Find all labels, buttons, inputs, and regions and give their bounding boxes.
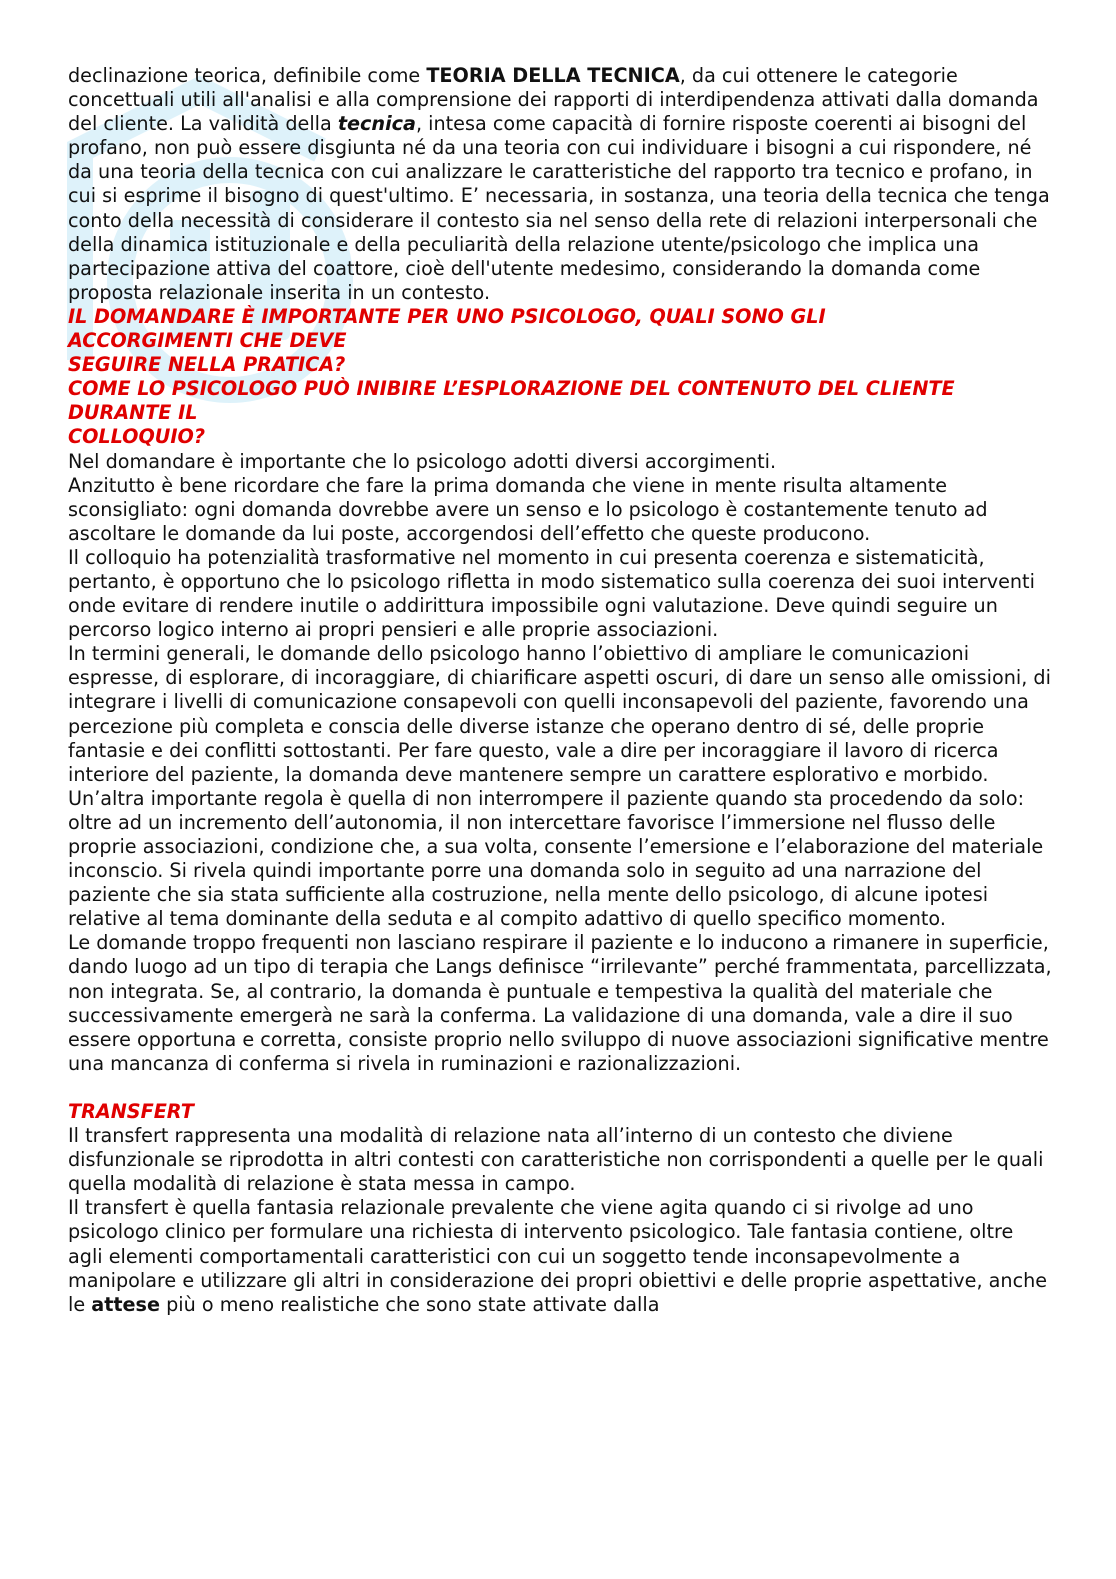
attese-bold: attese [91,1292,160,1316]
paragraph: Il transfert rappresenta una modalità di relazione nata all’interno di un contesto che diviene disfunzionale se riprodotta in altri contesti con caratteristiche non corrispondenti a quelle per le quali quella modalità di relazione è stata messa in campo. [68,1124,1044,1196]
section-heading-transfert: TRANSFERT [68,1099,194,1123]
blank-line [68,1076,1053,1100]
paragraph: In termini generali, le domande dello psicologo hanno l’obiettivo di ampliare le comunicazioni espresse, di esplorare, di incoraggiare, di chiarificare aspetti oscuri, di dare un senso alle omissioni, di integrare i livelli di comunicazione consapevoli con quelli inconsapevoli del paziente, favorendo una percezione più completa e conscia delle diverse istanze che operano dentro di sé, delle proprie fantasie e dei conflitti sottostanti. Per fare questo, vale a dire per incoraggiare il lavoro di ricerca interiore del paziente, la domanda deve mantenere sempre un carattere esplorativo e morbido. [68,642,1051,786]
section-heading-domandare: IL DOMANDARE È IMPORTANTE PER UNO PSICOLOGO, QUALI SONO GLI ACCORGIMENTI CHE DEVE SEGUIRE NELLA PRATICA? COME LO PSICOLOGO PUÒ INIBIRE L’ESPLORAZIONE DEL CONTENUTO DEL CLIENTE DURANTE IL COLLOQUIO? [68,304,955,449]
paragraph: Il colloquio ha potenzialità trasformative nel momento in cui presenta coerenza e sistematicità, pertanto, è opportuno che lo psicologo rifletta in modo sistematico sulla coerenza dei suoi interventi onde evitare di rendere inutile o addirittura impossibile ogni valutazione. Deve quindi seguire un percorso logico interno ai propri pensieri e alle proprie associazioni. [68,545,1035,642]
document-body [68,64,1053,1317]
paragraph: Nel domandare è importante che lo psicologo adotti diversi accorgimenti. [68,449,777,473]
paragraph: Anzitutto è bene ricordare che fare la prima domanda che viene in mente risulta altamente sconsigliato: ogni domanda dovrebbe avere un senso e lo psicologo è costantemente tenuto ad ascoltare le domande da lui poste, accorgendosi dell’effetto che queste producono. [68,473,988,545]
paragraph: Un’altra importante regola è quella di non interrompere il paziente quando sta procedendo da solo: oltre ad un incremento dell’autonomia, il non intercettare favorisce l’immersione nel flusso delle proprie associazioni, condizione che, a sua volta, consente l’emersione e l’elaborazione del materiale inconscio. Si rivela quindi importante porre una domanda solo in seguito ad una narrazione del paziente che sia stata sufficiente alla costruzione, nella mente dello psicologo, di alcune ipotesi relative al tema dominante della seduta e al compito adattivo di quello specifico momento. [68,786,1044,931]
tecnica-bold-italic: tecnica [337,112,416,136]
paragraph: Il transfert è quella fantasia relazionale prevalente che viene agita quando ci si rivolge ad uno psicologo clinico per formulare una richiesta di intervento psicologico. Tale fantasia contiene, oltre agli elementi comportamentali caratteristici con cui un soggetto tende inconsapevolmente a manipolare e utilizzare gli altri in considerazione dei propri obiettivi e delle proprie aspettative, anche le attese più o meno realistiche che sono state attivate dalla [68,1196,1048,1316]
teoria-della-tecnica-bold: TEORIA DELLA TECNICA [426,64,680,87]
intro-paragraph: declinazione teorica, definibile come TEORIA DELLA TECNICA, da cui ottenere le categorie concettuali utili all'analisi e alla comprensione dei rapporti di interdipendenza attivati dalla domanda del cliente. La validità della tecnica, intesa come capacità di fornire risposte coerenti ai bisogni del profano, non può essere disgiunta né da una teoria con cui individuare i bisogni a cui rispondere, né da una teoria della tecnica con cui analizzare le caratteristiche del rapporto tra tecnico e profano, in cui si esprime il bisogno di quest'ultimo. E’ necessaria, in sostanza, una teoria della tecnica che tenga conto della necessità di considerare il contesto sia nel senso della rete di relazioni interpersonali che della dinamica istituzionale e della peculiarità della relazione utente/psicologo che implica una partecipazione attiva del coattore, cioè dell'utente medesimo, considerando la domanda come proposta relazionale inserita in un contesto. [68,64,1050,304]
paragraph: Le domande troppo frequenti non lasciano respirare il paziente e lo inducono a rimanere in superficie, dando luogo ad un tipo di terapia che Langs definisce “irrilevante” perché frammentata, parcellizzata, non integrata. Se, al contrario, la domanda è puntuale e tempestiva la qualità del materiale che successivamente emergerà ne sarà la conferma. La validazione di una domanda, vale a dire il suo essere opportuna e corretta, consiste proprio nello sviluppo di nuove associazioni significative mentre una mancanza di conferma si rivela in ruminazioni e razionalizzazioni. [68,931,1052,1075]
